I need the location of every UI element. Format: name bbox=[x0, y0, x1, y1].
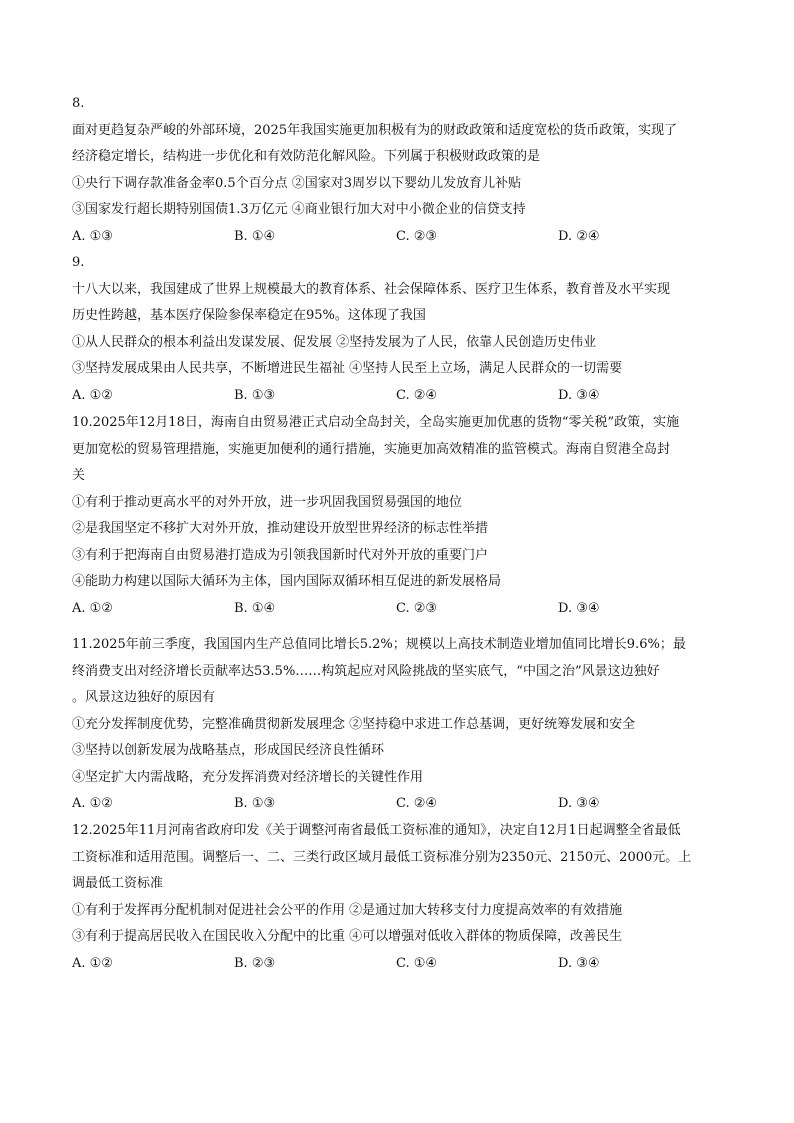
option-b[interactable]: B. ①③ bbox=[234, 796, 276, 811]
statement-line: ③坚持发展成果由人民共享，不断增进民生福祉 ④坚持人民至上立场，满足人民群众的一切需要 bbox=[72, 361, 623, 376]
option-a[interactable]: A. ①② bbox=[72, 955, 113, 971]
statement-line: ①充分发挥制度优势，完整准确贯彻新发展理念 ②坚持稳中求进工作总基调，更好统筹发展和安全 bbox=[72, 716, 636, 732]
statement-line: ③国家发行超长期特别国债1.3万亿元 ④商业银行加大对中小微企业的信贷支持 bbox=[72, 202, 526, 217]
statement-line: ①央行下调存款准备金率0.5个百分点 ②国家对3周岁以下婴幼儿发放育儿补贴 bbox=[72, 175, 522, 191]
statement-line: ①有利于推动更高水平的对外开放，进一步巩固我国贸易强国的地位 bbox=[72, 494, 463, 510]
question-stem-line: 终消费支出对经济增长贡献率达53.5%……构筑起应对风险挑战的坚实底气，“中国之治”风景这边独好 bbox=[72, 663, 660, 679]
answer-options bbox=[72, 383, 722, 410]
question-stem-line: 。风景这边独好的原因有 bbox=[72, 690, 216, 705]
option-b[interactable]: B. ①④ bbox=[234, 600, 276, 616]
statement-line: ③有利于把海南自由贸易港打造成为引领我国新时代对外开放的重要门户 bbox=[72, 547, 489, 563]
statement-line: ④能助力构建以国际大循环为主体，国内国际双循环相互促进的新发展格局 bbox=[72, 574, 502, 589]
question-number: 9. bbox=[72, 255, 85, 270]
option-a[interactable]: A. ①② bbox=[72, 600, 113, 616]
question-stem-line: 经济稳定增长，结构进一步优化和有效防范化解风险。下列属于积极财政政策的是 bbox=[72, 149, 541, 164]
statement-line: ④坚定扩大内需战略，充分发挥消费对经济增长的关键性作用 bbox=[72, 769, 424, 785]
option-d[interactable]: D. ③④ bbox=[558, 955, 600, 971]
question-stem-line: 关 bbox=[72, 468, 86, 483]
statement-line: ③有利于提高居民收入在国民收入分配中的比重 ④可以增强对低收入群体的物质保障，改善民生 bbox=[72, 929, 623, 944]
answer-options bbox=[72, 791, 722, 818]
option-a[interactable]: A. ①③ bbox=[72, 228, 113, 244]
option-a[interactable]: A. ①② bbox=[72, 387, 113, 403]
question-stem-line: 10.2025年12月18日，海南自由贸易港正式启动全岛封关，全岛实施更加优惠的货物“零关税”政策，实施 bbox=[72, 415, 680, 430]
question-11 bbox=[72, 632, 722, 818]
question-stem-line: 12.2025年11月河南省政府印发《关于调整河南省最低工资标准的通知》，决定自12月1日起调整全省最低 bbox=[72, 823, 681, 838]
option-c[interactable]: C. ②③ bbox=[396, 228, 438, 244]
question-stem-line: 调最低工资标准 bbox=[72, 876, 164, 891]
question-stem-line: 11.2025年前三季度，我国国内生产总值同比增长5.2%；规模以上高技术制造业增加值同比增长9.6%；最 bbox=[72, 637, 686, 652]
option-d[interactable]: D. ③④ bbox=[558, 600, 600, 616]
option-a[interactable]: A. ①② bbox=[72, 796, 113, 811]
statement-line: ②是我国坚定不移扩大对外开放，推动建设开放型世界经济的标志性举措 bbox=[72, 521, 489, 536]
statement-line: ①有利于发挥再分配机制对促进社会公平的作用 ②是通过加大转移支付力度提高效率的有效措施 bbox=[72, 902, 623, 918]
question-10 bbox=[72, 410, 722, 622]
question-stem-line: 更加宽松的贸易管理措施，实施更加便利的通行措施，实施更加高效精准的监管模式。海南自贸港全岛封 bbox=[72, 441, 671, 457]
option-d[interactable]: D. ③④ bbox=[558, 387, 600, 403]
question-stem-line: 面对更趋复杂严峻的外部环境，2025年我国实施更加积极有为的财政政策和适度宽松的货币政策，实现了 bbox=[72, 122, 678, 138]
option-b[interactable]: B. ②③ bbox=[234, 955, 276, 971]
option-d[interactable]: D. ③④ bbox=[558, 796, 600, 811]
question-9 bbox=[72, 250, 722, 409]
option-c[interactable]: C. ②④ bbox=[396, 387, 438, 403]
question-number: 8. bbox=[72, 96, 85, 111]
option-c[interactable]: C. ②③ bbox=[396, 600, 438, 616]
statement-line: ①从人民群众的根本利益出发谋发展、促发展 ②坚持发展为了人民，依靠人民创造历史伟业 bbox=[72, 334, 597, 350]
statement-line: ③坚持以创新发展为战略基点，形成国民经济良性循环 bbox=[72, 743, 385, 758]
question-stem-line: 工资标准和适用范围。调整后一、二、三类行政区域月最低工资标准分别为2350元、2150元、2000元。上 bbox=[72, 849, 692, 865]
option-c[interactable]: C. ②④ bbox=[396, 796, 438, 811]
question-stem-line: 历史性跨越，基本医疗保险参保率稳定在95%。这体现了我国 bbox=[72, 308, 426, 323]
option-d[interactable]: D. ②④ bbox=[558, 228, 600, 244]
question-8 bbox=[72, 91, 722, 250]
answer-options bbox=[72, 596, 722, 623]
question-stem-line: 十八大以来，我国建成了世界上规模最大的教育体系、社会保障体系、医疗卫生体系，教育普及水平实现 bbox=[72, 281, 671, 297]
question-12 bbox=[72, 818, 722, 977]
answer-options bbox=[72, 951, 722, 978]
option-c[interactable]: C. ①④ bbox=[396, 955, 438, 971]
option-b[interactable]: B. ①③ bbox=[234, 387, 276, 403]
option-b[interactable]: B. ①④ bbox=[234, 228, 276, 244]
answer-options bbox=[72, 224, 722, 251]
